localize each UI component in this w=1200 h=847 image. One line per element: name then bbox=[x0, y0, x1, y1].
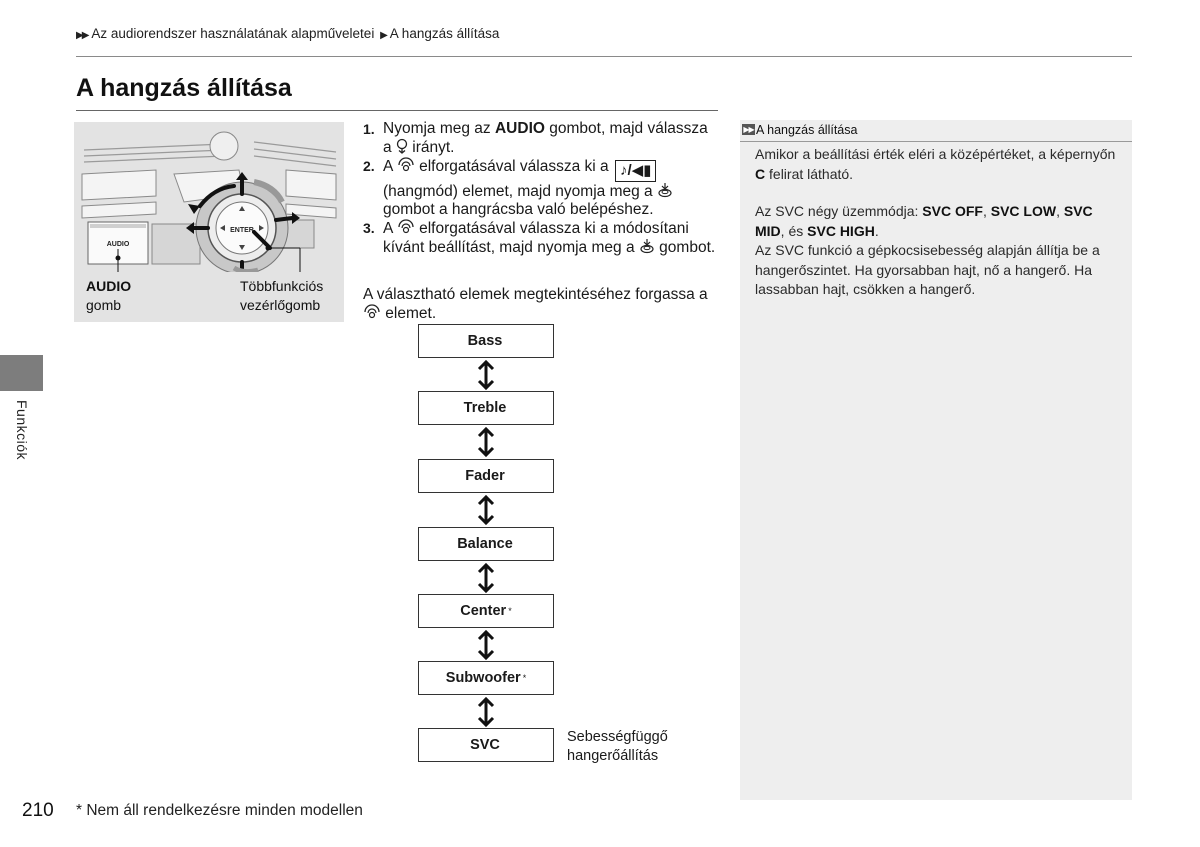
svc-note-line1: Sebességfüggő bbox=[567, 729, 668, 745]
step-text: A bbox=[383, 220, 397, 237]
header-divider bbox=[76, 56, 1132, 57]
svc-mode-high: SVC HIGH bbox=[807, 222, 875, 239]
svc-mode-off: SVC OFF bbox=[922, 203, 983, 219]
audio-label-rest: gomb bbox=[86, 297, 122, 313]
double-arrow-icon bbox=[476, 629, 496, 661]
step-bold-text: AUDIO bbox=[494, 120, 545, 137]
note-paragraph-1 bbox=[755, 145, 1125, 184]
double-arrow-icon bbox=[476, 494, 496, 526]
multi-knob-line2: vezérlőgomb bbox=[240, 297, 321, 313]
double-arrow-icon bbox=[476, 696, 496, 728]
step-text: gombot. bbox=[654, 239, 716, 256]
svc-mode-low: SVC LOW bbox=[990, 203, 1057, 219]
flow-item-fader bbox=[418, 459, 554, 493]
chapter-label: Funkciók bbox=[14, 399, 30, 461]
step-3 bbox=[363, 219, 718, 257]
title-divider bbox=[76, 110, 718, 111]
svc-note-line2: hangerőállítás bbox=[567, 748, 659, 764]
flow-item-label: Fader bbox=[465, 468, 505, 484]
flow-item-star: * bbox=[508, 606, 512, 616]
step-text: gombot a hangrácsba való belépéshez. bbox=[383, 201, 654, 218]
flow-item-label: Balance bbox=[457, 536, 513, 552]
note-bold-text: C bbox=[755, 165, 766, 182]
rotate-knob-icon bbox=[363, 304, 381, 320]
rotate-hint bbox=[363, 286, 723, 323]
step-text: gombot, majd válassza a bbox=[383, 120, 708, 156]
triangle-icon: ▶ bbox=[380, 30, 386, 41]
flow-item-svc bbox=[418, 728, 554, 762]
flow-item-star: * bbox=[522, 673, 527, 683]
svc-note bbox=[567, 728, 668, 766]
step-text: elforgatásával válassza ki a módosítani kívánt beállítást, majd nyomja meg a bbox=[383, 220, 689, 256]
footnote: * Nem áll rendelkezésre minden modellen bbox=[76, 802, 363, 819]
flow-item-label: Treble bbox=[463, 400, 507, 416]
flow-item-center bbox=[418, 594, 554, 628]
note-text: , és bbox=[780, 222, 808, 239]
breadcrumb-item-chapter: Az audiorendszer használatának alapműveletei bbox=[91, 26, 375, 41]
flow-item-bass bbox=[418, 324, 554, 358]
step-number: 1. bbox=[363, 121, 375, 137]
step-text: Nyomja meg az bbox=[383, 120, 495, 137]
step-text: (hangmód) elemet, majd nyomja meg a bbox=[383, 183, 657, 200]
step-text: irányt. bbox=[407, 139, 455, 156]
flow-item-treble bbox=[418, 391, 554, 425]
down-direction-icon bbox=[396, 138, 408, 154]
page-title: A hangzás állítása bbox=[76, 74, 292, 102]
multi-knob-line1: Többfunkciós bbox=[240, 278, 324, 294]
step-number: 2. bbox=[363, 158, 375, 174]
flow-item-label: SVC bbox=[470, 737, 500, 753]
chapter-tab bbox=[0, 355, 43, 391]
rotate-knob-icon bbox=[397, 219, 415, 235]
flow-item-label: Subwoofer bbox=[445, 670, 521, 686]
note-text: , bbox=[982, 203, 991, 219]
flow-item-balance bbox=[418, 527, 554, 561]
step-1 bbox=[363, 120, 718, 157]
console-illustration bbox=[74, 122, 344, 322]
step-number: 3. bbox=[363, 220, 375, 236]
breadcrumb bbox=[76, 26, 499, 41]
press-knob-icon bbox=[639, 238, 655, 254]
double-arrow-icon bbox=[476, 426, 496, 458]
note-text: , bbox=[1056, 203, 1064, 219]
hint-text: A választható elemek megtekintéséhez forgassa a bbox=[363, 286, 708, 303]
notes-panel-header bbox=[740, 120, 1132, 142]
sound-mode-icon: ♪/◀▮ bbox=[615, 160, 656, 182]
notes-panel-text bbox=[755, 145, 1125, 300]
svc-mode-mid: SVC MID bbox=[755, 203, 1093, 239]
audio-button-label bbox=[86, 277, 131, 315]
note-paragraph-2 bbox=[755, 202, 1125, 241]
page-number: 210 bbox=[22, 800, 54, 821]
step-text: A bbox=[383, 158, 397, 175]
audio-button-text: AUDIO bbox=[106, 241, 130, 248]
notes-panel-title: A hangzás állítása bbox=[756, 123, 858, 137]
step-text: elforgatásával válassza ki a bbox=[414, 158, 613, 175]
note-paragraph-3: Az SVC funkció a gépkocsisebesség alapján állítja be a hangerőszintet. Ha gyorsabban hajt, nő a hangerő. Ha lassabban hajt, csökken a hangerő. bbox=[755, 242, 1100, 297]
step-2 bbox=[363, 157, 718, 219]
flow-item-label: Bass bbox=[467, 333, 503, 349]
note-text: Amikor a beállítási érték eléri a középértéket, a képernyőn bbox=[755, 146, 1116, 162]
breadcrumb-item-section: A hangzás állítása bbox=[389, 26, 500, 41]
rotate-knob-icon bbox=[397, 157, 415, 173]
audio-label-bold: AUDIO bbox=[86, 278, 132, 294]
multi-knob-label bbox=[240, 277, 323, 315]
flow-item-label: Center bbox=[460, 603, 507, 619]
hint-text: elemet. bbox=[381, 305, 437, 322]
flow-item-subwoofer bbox=[418, 661, 554, 695]
note-text: . bbox=[874, 222, 879, 239]
reference-marker-icon: ▶▶ bbox=[743, 125, 754, 134]
press-knob-icon bbox=[657, 182, 673, 198]
double-arrow-icon bbox=[476, 359, 496, 391]
enter-text: ENTER bbox=[230, 227, 254, 234]
double-arrow-icon bbox=[476, 562, 496, 594]
note-text: Az SVC négy üzemmódja: bbox=[755, 203, 923, 219]
instruction-steps bbox=[363, 120, 718, 257]
double-triangle-icon: ▶▶ bbox=[76, 30, 88, 41]
note-text: felirat látható. bbox=[765, 165, 854, 182]
